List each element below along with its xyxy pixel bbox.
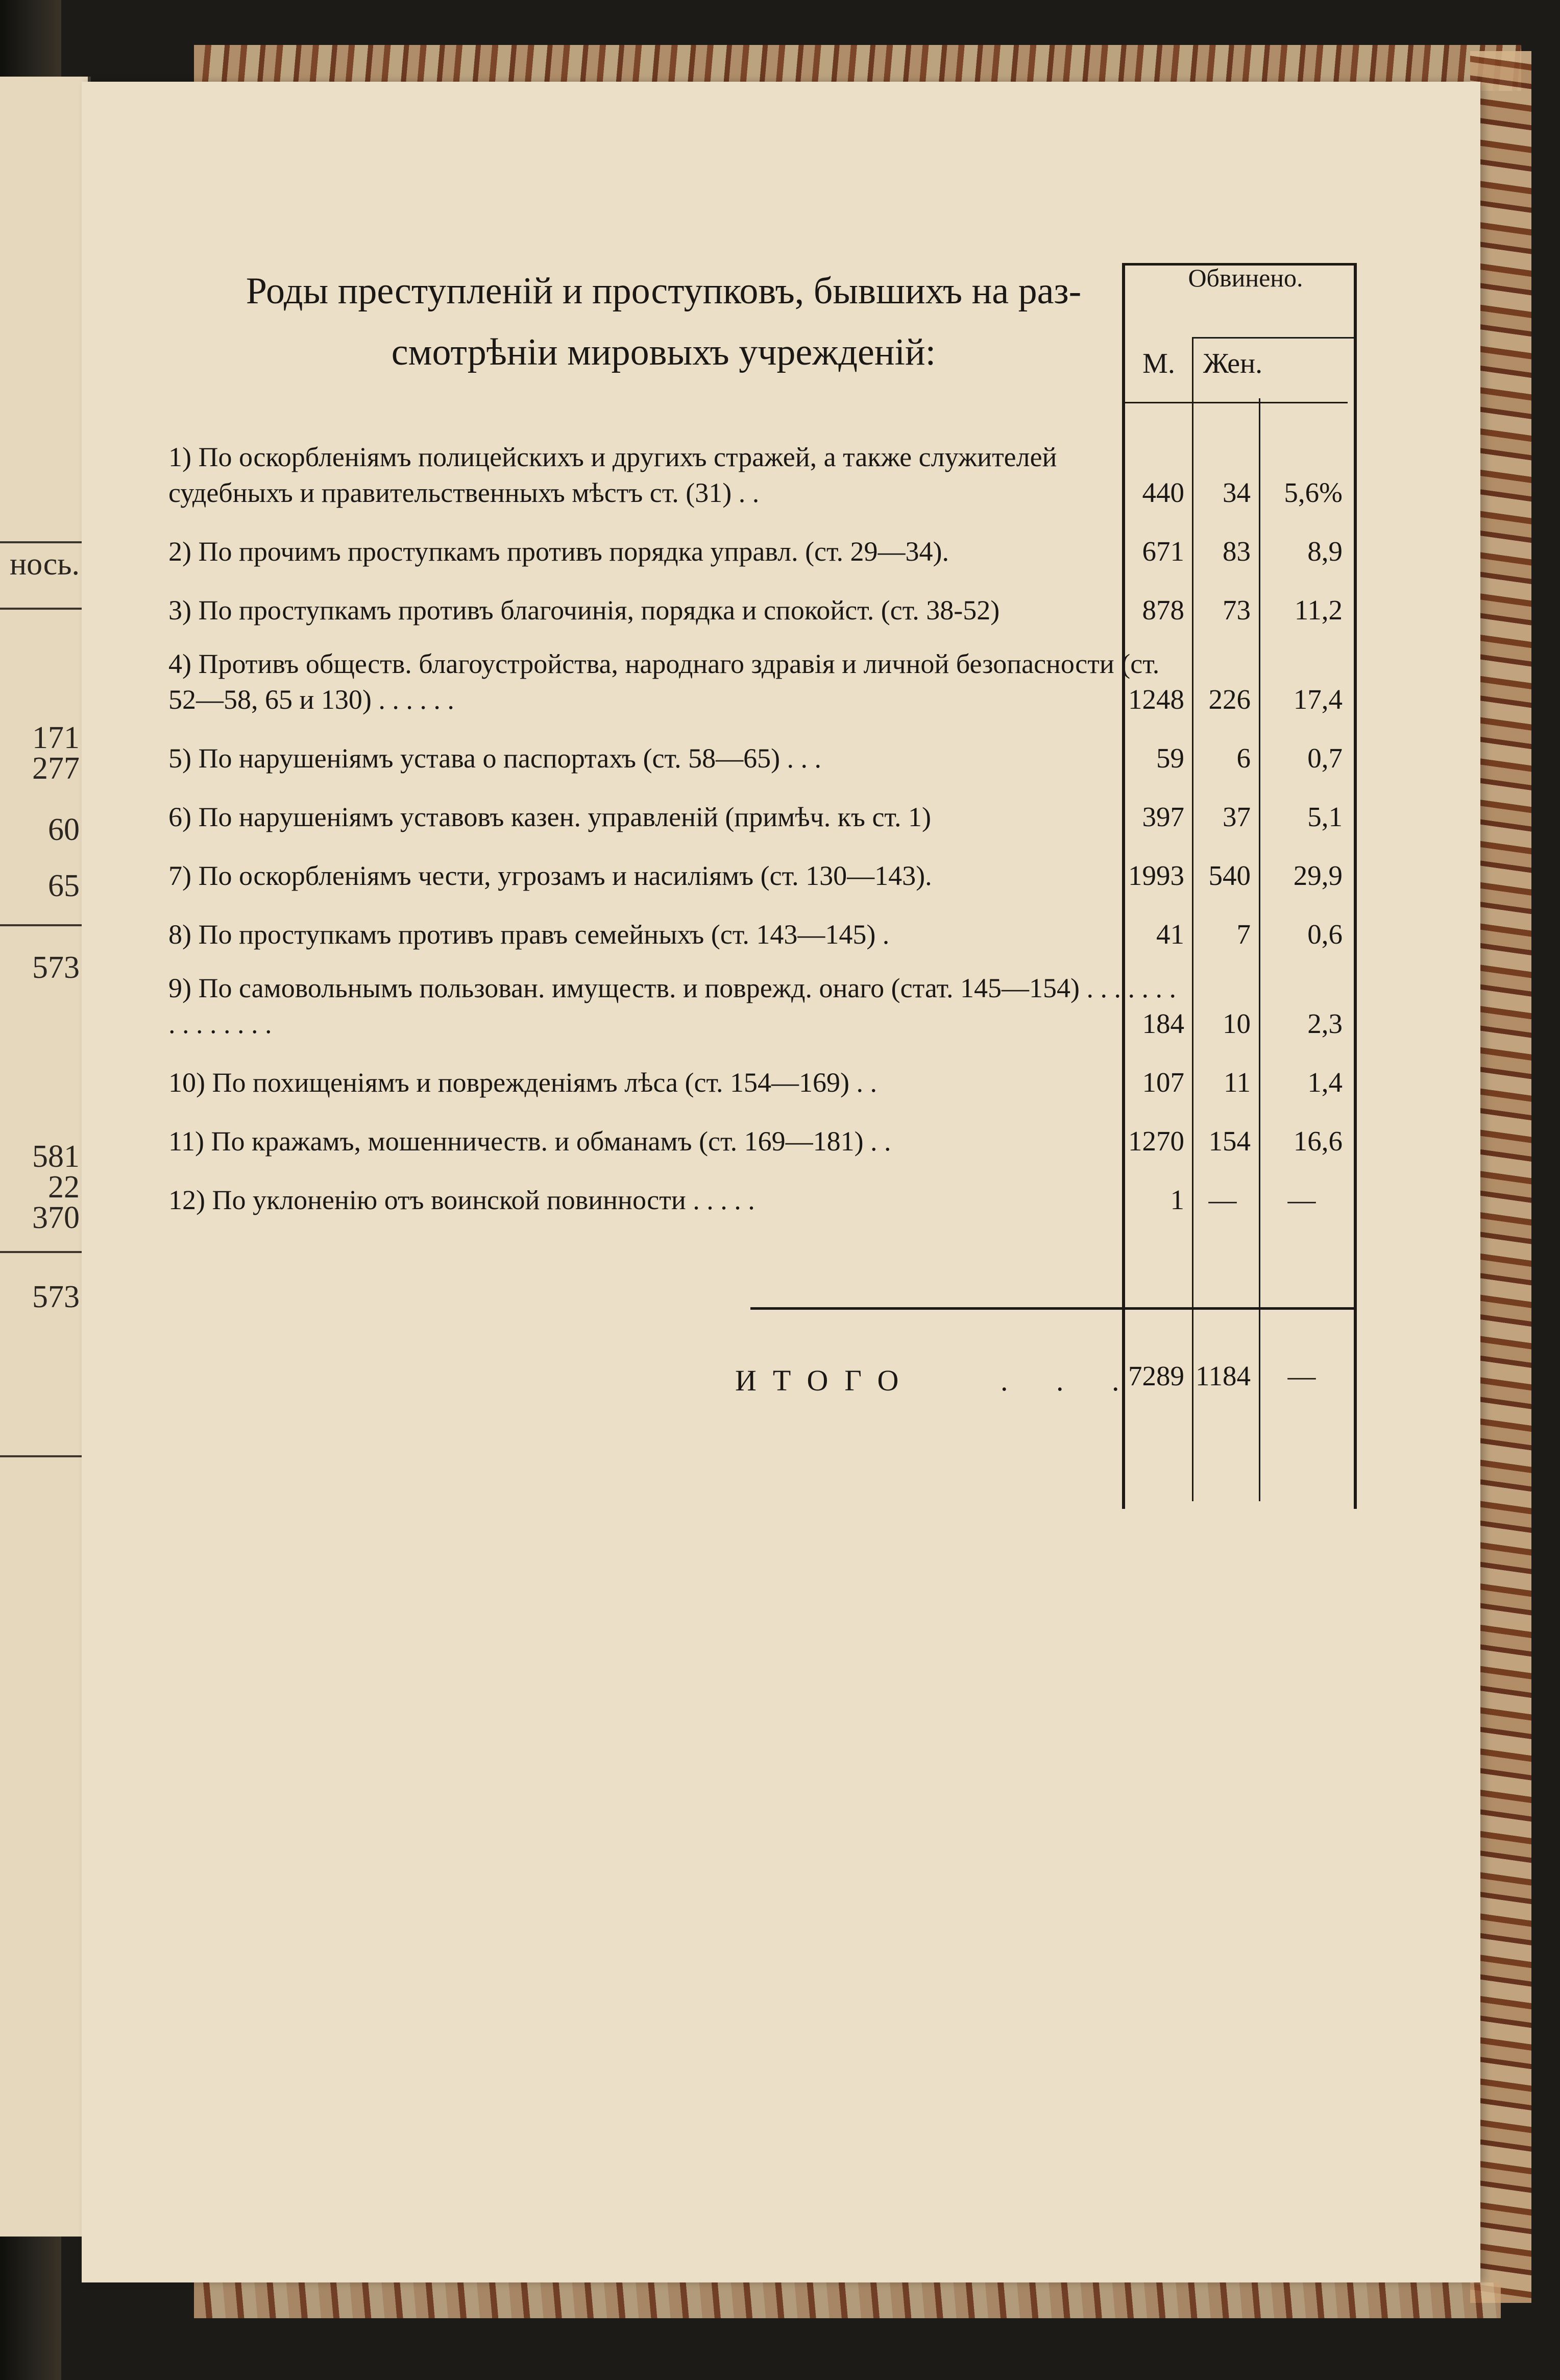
- total-men: 7289: [1128, 1360, 1184, 1391]
- cell-women: 10: [1223, 1008, 1251, 1039]
- cell-men: 41: [1156, 919, 1184, 950]
- left-page-text: 171: [32, 720, 80, 755]
- cell-women: —: [1208, 1184, 1237, 1215]
- cell-men: 1270: [1128, 1125, 1184, 1157]
- table-rule-group: [1192, 337, 1355, 339]
- cell-men: 1993: [1128, 860, 1184, 891]
- left-page-text: 581: [32, 1139, 80, 1174]
- table-row-label: 10) По похищеніямъ и поврежденіямъ лѣса (ст. 154—169) . .: [168, 1067, 877, 1098]
- cell-pct: 11,2: [1294, 594, 1343, 626]
- cell-men: 1: [1170, 1184, 1184, 1215]
- left-page-text: 370: [32, 1200, 80, 1235]
- page-title: Роды преступленій и проступковъ, бывшихъ на раз- смотрѣніи мировыхъ учрежденій:: [246, 270, 1082, 373]
- table-row-label: 11) По кражамъ, мошенничеств. и обманамъ (ст. 169—181) . .: [168, 1126, 891, 1157]
- cell-women: 73: [1223, 594, 1251, 626]
- cell-pct: 0,6: [1307, 919, 1343, 950]
- header-women: Жен.: [1203, 348, 1263, 379]
- cell-men: 397: [1142, 801, 1184, 832]
- table-row-label: 9) По самовольнымъ пользован. имуществ. и поврежд. онаго (стат. 145—154) . . . . . . . . . . . . . . .: [168, 973, 1176, 1039]
- cell-pct: 29,9: [1293, 860, 1343, 891]
- table-rule-women-pct: [1259, 398, 1260, 1501]
- table-row-label: 2) По прочимъ проступкамъ противъ порядка управл. (ст. 29—34).: [168, 536, 949, 567]
- left-page-text: 573: [32, 950, 80, 985]
- table-row-label: 8) По проступкамъ противъ правъ семейныхъ (ст. 143—145) .: [168, 919, 890, 950]
- cell-pct: 5,1: [1307, 801, 1343, 832]
- cell-women: 540: [1208, 860, 1251, 891]
- cell-pct: —: [1287, 1184, 1316, 1215]
- cell-pct: 0,7: [1307, 742, 1343, 774]
- page-edge-bottom: [194, 2282, 1501, 2318]
- cell-pct: 8,9: [1307, 536, 1343, 567]
- header-men: М.: [1142, 348, 1175, 379]
- left-page-text: нось.: [9, 547, 80, 582]
- total-label: ИТОГО: [735, 1364, 915, 1397]
- cell-pct: 16,6: [1293, 1125, 1343, 1157]
- left-page-fragment: [0, 77, 91, 2237]
- header-accused: Обвинено.: [1188, 263, 1303, 292]
- cell-men: 671: [1142, 536, 1184, 567]
- cell-men: 440: [1142, 477, 1184, 508]
- left-page-text: 60: [48, 812, 80, 847]
- total-dots: . . .: [1001, 1364, 1140, 1397]
- cell-men: 878: [1142, 594, 1184, 626]
- left-page-rule: [0, 924, 88, 926]
- cell-pct: 2,3: [1307, 1008, 1343, 1039]
- cell-pct: 1,4: [1307, 1067, 1343, 1098]
- cell-women: 37: [1223, 801, 1251, 832]
- table-rule-right: [1354, 263, 1357, 1509]
- cell-women: 226: [1208, 684, 1251, 715]
- left-page-rule: [0, 1251, 88, 1253]
- cell-women: 34: [1223, 477, 1251, 508]
- table-rule-men-women: [1192, 337, 1193, 1501]
- cell-women: 154: [1208, 1125, 1251, 1157]
- cell-men: 59: [1156, 742, 1184, 774]
- document-page: [82, 82, 1480, 2282]
- table-row-label: 3) По проступкамъ противъ благочинія, порядка и спокойст. (ст. 38-52): [168, 595, 1000, 626]
- cell-women: 11: [1224, 1067, 1251, 1098]
- cell-pct: 17,4: [1293, 684, 1343, 715]
- cell-pct: 5,6%: [1284, 477, 1343, 508]
- totals-rule: [750, 1307, 1355, 1310]
- cell-women: 6: [1236, 742, 1251, 774]
- cell-men: 107: [1142, 1067, 1184, 1098]
- table-row-label: 1) По оскорбленіямъ полицейскихъ и другихъ стражей, а также служителей судебныхъ и правительственныхъ мѣстъ ст. (31) . .: [168, 442, 1057, 508]
- table-rule-header: [1123, 402, 1348, 403]
- left-page-text: 65: [48, 869, 80, 903]
- left-page-text: 22: [48, 1170, 80, 1205]
- table-row-label: 6) По нарушеніямъ уставовъ казен. управленій (примѣч. къ ст. 1): [168, 802, 931, 832]
- left-page-text: 573: [32, 1280, 80, 1314]
- table-row-label: 7) По оскорбленіямъ чести, угрозамъ и насиліямъ (ст. 130—143).: [168, 860, 932, 891]
- left-page-rule: [0, 541, 88, 543]
- cell-men: 1248: [1128, 684, 1184, 715]
- total-pct: —: [1287, 1360, 1316, 1391]
- table-row-label: 4) Противъ обществ. благоустройства, народнаго здравія и личной безопасности (ст. 52—58, 65 и 130) . . . . . .: [168, 648, 1160, 715]
- left-page-rule: [0, 1455, 88, 1457]
- cell-women: 7: [1236, 919, 1251, 950]
- cell-men: 184: [1142, 1008, 1184, 1039]
- table-row-label: 5) По нарушеніямъ устава о паспортахъ (ст. 58—65) . . .: [168, 743, 822, 774]
- total-women: 1184: [1196, 1360, 1251, 1391]
- left-page-text: 277: [32, 751, 80, 786]
- cell-women: 83: [1223, 536, 1251, 567]
- table-row-label: 12) По уклоненію отъ воинской повинности . . . . .: [168, 1185, 755, 1215]
- left-page-rule: [0, 608, 88, 610]
